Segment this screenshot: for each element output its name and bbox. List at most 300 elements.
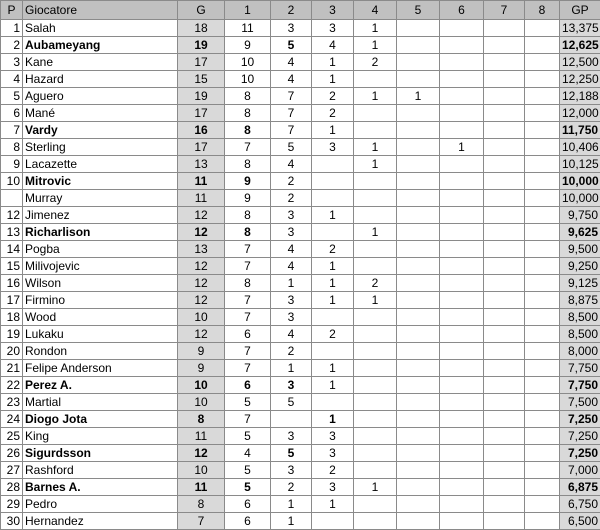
count-cell-7: [484, 88, 525, 105]
count-cell-1: 4: [225, 445, 271, 462]
count-cell-2: 7: [271, 122, 312, 139]
count-cell-5: [397, 71, 440, 88]
table-row: [1, 241, 600, 258]
count-cell-1: 8: [225, 275, 271, 292]
position-cell: 7: [1, 122, 23, 139]
gp-cell: 10,000: [560, 173, 600, 190]
count-cell-5: [397, 360, 440, 377]
count-cell-4: [354, 394, 397, 411]
count-cell-4: [354, 122, 397, 139]
player-name-cell: Diogo Jota: [23, 411, 178, 428]
player-name-cell: Milivojevic: [23, 258, 178, 275]
count-cell-7: [484, 309, 525, 326]
count-cell-2: 3: [271, 20, 312, 37]
count-cell-6: [440, 37, 484, 54]
count-cell-5: [397, 139, 440, 156]
count-cell-7: [484, 54, 525, 71]
count-cell-6: [440, 88, 484, 105]
player-name-cell: Wilson: [23, 275, 178, 292]
player-name-cell: Jimenez: [23, 207, 178, 224]
count-cell-7: [484, 71, 525, 88]
count-cell-2: 5: [271, 139, 312, 156]
count-cell-1: 6: [225, 377, 271, 394]
count-cell-6: [440, 207, 484, 224]
position-cell: 28: [1, 479, 23, 496]
player-name-cell: Lacazette: [23, 156, 178, 173]
games-cell: 12: [178, 224, 225, 241]
count-cell-8: [525, 37, 560, 54]
count-cell-4: [354, 309, 397, 326]
player-name-cell: Aguero: [23, 88, 178, 105]
gp-cell: 7,750: [560, 360, 600, 377]
position-cell: [1, 190, 23, 207]
count-cell-7: [484, 326, 525, 343]
position-cell: 15: [1, 258, 23, 275]
header-1: 1: [225, 1, 271, 20]
count-cell-3: 4: [312, 37, 354, 54]
count-cell-1: 5: [225, 428, 271, 445]
count-cell-5: [397, 411, 440, 428]
table-row: [1, 88, 600, 105]
count-cell-1: 9: [225, 190, 271, 207]
count-cell-5: [397, 258, 440, 275]
count-cell-7: [484, 173, 525, 190]
table-row: [1, 309, 600, 326]
count-cell-6: [440, 411, 484, 428]
games-cell: 12: [178, 326, 225, 343]
count-cell-2: [271, 411, 312, 428]
count-cell-5: [397, 190, 440, 207]
count-cell-6: [440, 224, 484, 241]
count-cell-7: [484, 258, 525, 275]
table-row: [1, 54, 600, 71]
count-cell-7: [484, 156, 525, 173]
games-cell: 9: [178, 343, 225, 360]
count-cell-6: [440, 241, 484, 258]
count-cell-5: [397, 122, 440, 139]
gp-cell: 6,750: [560, 496, 600, 513]
games-cell: 17: [178, 139, 225, 156]
games-cell: 12: [178, 445, 225, 462]
count-cell-2: 4: [271, 258, 312, 275]
count-cell-8: [525, 54, 560, 71]
gp-cell: 7,500: [560, 394, 600, 411]
games-cell: 10: [178, 309, 225, 326]
count-cell-1: 8: [225, 207, 271, 224]
header-5: 5: [397, 1, 440, 20]
games-cell: 10: [178, 394, 225, 411]
count-cell-5: [397, 343, 440, 360]
position-cell: 6: [1, 105, 23, 122]
table-row: [1, 496, 600, 513]
count-cell-2: 4: [271, 71, 312, 88]
table-row: [1, 343, 600, 360]
count-cell-2: 3: [271, 292, 312, 309]
count-cell-4: [354, 258, 397, 275]
count-cell-3: 2: [312, 88, 354, 105]
count-cell-7: [484, 411, 525, 428]
count-cell-3: 1: [312, 411, 354, 428]
count-cell-8: [525, 88, 560, 105]
games-cell: 10: [178, 377, 225, 394]
position-cell: 20: [1, 343, 23, 360]
count-cell-1: 6: [225, 326, 271, 343]
count-cell-1: 7: [225, 292, 271, 309]
gp-cell: 10,000: [560, 190, 600, 207]
table-row: [1, 224, 600, 241]
count-cell-7: [484, 241, 525, 258]
position-cell: 1: [1, 20, 23, 37]
count-cell-7: [484, 275, 525, 292]
count-cell-5: [397, 275, 440, 292]
games-cell: 12: [178, 275, 225, 292]
position-cell: 23: [1, 394, 23, 411]
player-name-cell: Sterling: [23, 139, 178, 156]
count-cell-2: 4: [271, 241, 312, 258]
count-cell-5: [397, 207, 440, 224]
player-name-cell: Murray: [23, 190, 178, 207]
count-cell-5: [397, 20, 440, 37]
gp-cell: 12,500: [560, 54, 600, 71]
count-cell-3: 2: [312, 241, 354, 258]
count-cell-1: 9: [225, 37, 271, 54]
position-cell: 5: [1, 88, 23, 105]
gp-cell: 12,188: [560, 88, 600, 105]
count-cell-5: [397, 462, 440, 479]
games-cell: 7: [178, 513, 225, 530]
count-cell-3: 2: [312, 326, 354, 343]
count-cell-6: [440, 479, 484, 496]
count-cell-6: [440, 71, 484, 88]
count-cell-8: [525, 105, 560, 122]
gp-cell: 13,375: [560, 20, 600, 37]
count-cell-8: [525, 496, 560, 513]
table-row: [1, 37, 600, 54]
player-name-cell: Rashford: [23, 462, 178, 479]
count-cell-8: [525, 360, 560, 377]
count-cell-6: [440, 309, 484, 326]
count-cell-7: [484, 292, 525, 309]
player-name-cell: King: [23, 428, 178, 445]
games-cell: 10: [178, 462, 225, 479]
count-cell-3: [312, 190, 354, 207]
count-cell-4: [354, 343, 397, 360]
count-cell-1: 7: [225, 343, 271, 360]
count-cell-8: [525, 275, 560, 292]
count-cell-7: [484, 190, 525, 207]
count-cell-6: [440, 105, 484, 122]
count-cell-3: 1: [312, 71, 354, 88]
count-cell-5: 1: [397, 88, 440, 105]
games-cell: 15: [178, 71, 225, 88]
table-row: [1, 156, 600, 173]
games-cell: 17: [178, 105, 225, 122]
position-cell: 17: [1, 292, 23, 309]
count-cell-7: [484, 224, 525, 241]
count-cell-6: [440, 496, 484, 513]
count-cell-5: [397, 496, 440, 513]
player-name-cell: Pedro: [23, 496, 178, 513]
gp-cell: 12,625: [560, 37, 600, 54]
count-cell-5: [397, 105, 440, 122]
count-cell-6: [440, 156, 484, 173]
count-cell-4: 2: [354, 54, 397, 71]
header-6: 6: [440, 1, 484, 20]
count-cell-3: 1: [312, 496, 354, 513]
count-cell-4: 1: [354, 139, 397, 156]
gp-cell: 9,750: [560, 207, 600, 224]
position-cell: 4: [1, 71, 23, 88]
count-cell-1: 6: [225, 496, 271, 513]
count-cell-2: 5: [271, 37, 312, 54]
count-cell-4: 1: [354, 88, 397, 105]
player-name-cell: Pogba: [23, 241, 178, 258]
count-cell-2: 3: [271, 224, 312, 241]
position-cell: 19: [1, 326, 23, 343]
count-cell-2: 2: [271, 190, 312, 207]
count-cell-7: [484, 394, 525, 411]
count-cell-8: [525, 190, 560, 207]
count-cell-5: [397, 224, 440, 241]
count-cell-8: [525, 258, 560, 275]
gp-cell: 7,250: [560, 428, 600, 445]
gp-cell: 9,500: [560, 241, 600, 258]
gp-cell: 9,250: [560, 258, 600, 275]
count-cell-8: [525, 411, 560, 428]
count-cell-8: [525, 479, 560, 496]
gp-cell: 7,250: [560, 445, 600, 462]
count-cell-6: [440, 173, 484, 190]
count-cell-3: [312, 394, 354, 411]
position-cell: 24: [1, 411, 23, 428]
count-cell-1: 10: [225, 71, 271, 88]
count-cell-8: [525, 326, 560, 343]
header-3: 3: [312, 1, 354, 20]
player-name-cell: Firmino: [23, 292, 178, 309]
player-name-cell: Perez A.: [23, 377, 178, 394]
count-cell-8: [525, 377, 560, 394]
count-cell-3: 1: [312, 275, 354, 292]
count-cell-4: [354, 411, 397, 428]
table-row: [1, 207, 600, 224]
player-name-cell: Aubameyang: [23, 37, 178, 54]
position-cell: 13: [1, 224, 23, 241]
count-cell-1: 7: [225, 139, 271, 156]
count-cell-3: 1: [312, 292, 354, 309]
gp-cell: 7,250: [560, 411, 600, 428]
table-row: [1, 326, 600, 343]
count-cell-2: 1: [271, 275, 312, 292]
count-cell-1: 7: [225, 258, 271, 275]
count-cell-6: [440, 445, 484, 462]
games-cell: 12: [178, 292, 225, 309]
count-cell-5: [397, 428, 440, 445]
table-row: [1, 71, 600, 88]
count-cell-1: 7: [225, 309, 271, 326]
games-cell: 13: [178, 241, 225, 258]
count-cell-4: [354, 190, 397, 207]
count-cell-1: 9: [225, 173, 271, 190]
count-cell-1: 8: [225, 88, 271, 105]
player-name-cell: Salah: [23, 20, 178, 37]
count-cell-8: [525, 20, 560, 37]
count-cell-3: [312, 156, 354, 173]
count-cell-4: 1: [354, 292, 397, 309]
games-cell: 13: [178, 156, 225, 173]
count-cell-6: [440, 343, 484, 360]
header-gp: GP: [560, 1, 600, 20]
gp-cell: 7,000: [560, 462, 600, 479]
table-row: [1, 190, 600, 207]
count-cell-2: 4: [271, 156, 312, 173]
games-cell: 16: [178, 122, 225, 139]
count-cell-6: [440, 360, 484, 377]
player-name-cell: Martial: [23, 394, 178, 411]
count-cell-4: [354, 207, 397, 224]
header-g: G: [178, 1, 225, 20]
count-cell-3: 1: [312, 258, 354, 275]
count-cell-4: 1: [354, 479, 397, 496]
count-cell-5: [397, 479, 440, 496]
count-cell-4: 1: [354, 20, 397, 37]
gp-cell: 11,750: [560, 122, 600, 139]
count-cell-5: [397, 377, 440, 394]
table-row: [1, 462, 600, 479]
position-cell: 18: [1, 309, 23, 326]
count-cell-5: [397, 54, 440, 71]
count-cell-8: [525, 445, 560, 462]
count-cell-6: [440, 326, 484, 343]
count-cell-8: [525, 207, 560, 224]
count-cell-7: [484, 428, 525, 445]
count-cell-2: 4: [271, 326, 312, 343]
count-cell-3: [312, 224, 354, 241]
count-cell-2: 3: [271, 309, 312, 326]
count-cell-6: [440, 462, 484, 479]
count-cell-8: [525, 173, 560, 190]
position-cell: 14: [1, 241, 23, 258]
count-cell-2: 3: [271, 462, 312, 479]
count-cell-3: 3: [312, 428, 354, 445]
count-cell-5: [397, 326, 440, 343]
position-cell: 3: [1, 54, 23, 71]
count-cell-4: [354, 462, 397, 479]
games-cell: 9: [178, 360, 225, 377]
games-cell: 19: [178, 88, 225, 105]
count-cell-6: [440, 20, 484, 37]
count-cell-6: [440, 122, 484, 139]
count-cell-2: 2: [271, 343, 312, 360]
count-cell-2: 2: [271, 173, 312, 190]
count-cell-5: [397, 394, 440, 411]
count-cell-8: [525, 224, 560, 241]
count-cell-4: [354, 326, 397, 343]
table-row: [1, 411, 600, 428]
count-cell-6: [440, 275, 484, 292]
games-cell: 11: [178, 479, 225, 496]
count-cell-1: 10: [225, 54, 271, 71]
player-name-cell: Vardy: [23, 122, 178, 139]
count-cell-4: [354, 428, 397, 445]
count-cell-8: [525, 394, 560, 411]
count-cell-5: [397, 309, 440, 326]
games-cell: 12: [178, 258, 225, 275]
count-cell-1: 8: [225, 105, 271, 122]
count-cell-2: 2: [271, 479, 312, 496]
count-cell-1: 5: [225, 462, 271, 479]
count-cell-8: [525, 428, 560, 445]
player-name-cell: Lukaku: [23, 326, 178, 343]
table-row: [1, 122, 600, 139]
count-cell-4: [354, 71, 397, 88]
gp-cell: 7,750: [560, 377, 600, 394]
count-cell-5: [397, 241, 440, 258]
player-name-cell: Wood: [23, 309, 178, 326]
table-row: [1, 428, 600, 445]
gp-cell: 10,125: [560, 156, 600, 173]
count-cell-3: [312, 173, 354, 190]
header-8: 8: [525, 1, 560, 20]
count-cell-3: 1: [312, 54, 354, 71]
count-cell-7: [484, 462, 525, 479]
player-name-cell: Hazard: [23, 71, 178, 88]
count-cell-7: [484, 20, 525, 37]
count-cell-6: [440, 54, 484, 71]
count-cell-7: [484, 207, 525, 224]
games-cell: 11: [178, 428, 225, 445]
header-p: P: [1, 1, 23, 20]
header-7: 7: [484, 1, 525, 20]
table-row: [1, 292, 600, 309]
header-giocatore: Giocatore: [23, 1, 178, 20]
count-cell-4: [354, 241, 397, 258]
count-cell-2: 3: [271, 428, 312, 445]
count-cell-5: [397, 156, 440, 173]
count-cell-1: 8: [225, 156, 271, 173]
count-cell-3: 3: [312, 139, 354, 156]
games-cell: 8: [178, 496, 225, 513]
count-cell-4: [354, 105, 397, 122]
count-cell-6: [440, 377, 484, 394]
games-cell: 8: [178, 411, 225, 428]
count-cell-4: [354, 173, 397, 190]
gp-cell: 12,000: [560, 105, 600, 122]
count-cell-5: [397, 173, 440, 190]
position-cell: 8: [1, 139, 23, 156]
position-cell: 10: [1, 173, 23, 190]
count-cell-2: 5: [271, 394, 312, 411]
position-cell: 16: [1, 275, 23, 292]
table-row: [1, 360, 600, 377]
count-cell-2: 5: [271, 445, 312, 462]
count-cell-3: 1: [312, 207, 354, 224]
count-cell-1: 5: [225, 394, 271, 411]
count-cell-2: 4: [271, 54, 312, 71]
count-cell-3: 1: [312, 122, 354, 139]
count-cell-5: [397, 445, 440, 462]
count-cell-2: 1: [271, 513, 312, 530]
games-cell: 18: [178, 20, 225, 37]
count-cell-3: 3: [312, 20, 354, 37]
count-cell-7: [484, 360, 525, 377]
count-cell-3: 1: [312, 360, 354, 377]
table-row: [1, 394, 600, 411]
count-cell-7: [484, 445, 525, 462]
count-cell-8: [525, 462, 560, 479]
games-cell: 11: [178, 190, 225, 207]
header-row: [1, 1, 600, 20]
gp-cell: 8,500: [560, 309, 600, 326]
